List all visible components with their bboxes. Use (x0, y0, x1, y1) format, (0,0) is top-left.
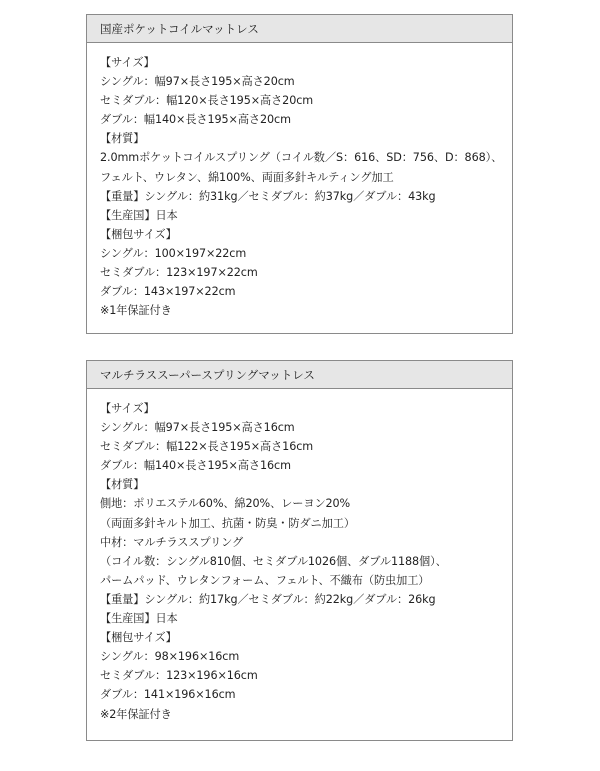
spec-line-material: 2.0mmポケットコイルスプリング（コイル数／S：616、SD：756、D：868）、 (100, 151, 503, 165)
spec-box-pocket-coil (86, 14, 513, 334)
spec-line-material: （両面多針キルト加工、抗菌・防臭・防ダニ加工） (100, 516, 355, 530)
spec-line-material: （コイル数：シングル810個、セミダブル1026個、ダブル1188個）、 (100, 554, 447, 568)
spec-line-package-double: ダブル：141×196×16cm (100, 688, 236, 702)
spec-line-weight: 【重量】シングル：約31kg／セミダブル：約37kg／ダブル：43kg (100, 189, 436, 203)
spec-line-size-single: シングル：幅97×長さ195×高さ20cm (100, 75, 295, 89)
spec-line-material: パームパッド、ウレタンフォーム、フェルト、不織布（防虫加工） (100, 573, 430, 587)
spec-line-material: フェルト、ウレタン、綿100%、両面多針キルティング加工 (100, 170, 394, 184)
spec-line-size-semi-double: セミダブル：幅122×長さ195×高さ16cm (100, 440, 314, 454)
spec-line-package-single: シングル：100×197×22cm (100, 246, 247, 260)
spec-heading-package-size: 【梱包サイズ】 (100, 227, 177, 241)
spec-box-multiras-spring (86, 360, 513, 741)
spec-line-size-single: シングル：幅97×長さ195×高さ16cm (100, 421, 295, 435)
spec-heading-material: 【材質】 (100, 132, 145, 146)
spec-line-package-semi-double: セミダブル：123×196×16cm (100, 669, 258, 683)
spec-heading-package-size: 【梱包サイズ】 (100, 631, 177, 645)
spec-heading-size: 【サイズ】 (100, 402, 155, 415)
spec-line-package-double: ダブル：143×197×22cm (100, 285, 236, 299)
spec-line-size-double: ダブル：幅140×長さ195×高さ20cm (100, 113, 291, 127)
spec-line-package-semi-double: セミダブル：123×197×22cm (100, 266, 258, 280)
spec-line-package-single: シングル：98×196×16cm (100, 650, 240, 664)
spec-heading-size: 【サイズ】 (100, 56, 155, 69)
spec-line-weight: 【重量】シングル：約17kg／セミダブル：約22kg／ダブル：26kg (100, 592, 436, 606)
spec-line-warranty: ※1年保証付き (100, 304, 172, 318)
spec-box-title: 国産ポケットコイルマットレス (87, 15, 512, 43)
spec-line-size-double: ダブル：幅140×長さ195×高さ16cm (100, 459, 291, 473)
spec-line-material: 中材：マルチラススプリング (100, 535, 244, 549)
spec-line-origin: 【生産国】日本 (100, 612, 178, 626)
spec-box-body (87, 389, 512, 724)
spec-line-size-semi-double: セミダブル：幅120×長さ195×高さ20cm (100, 94, 314, 108)
spec-box-title: マルチラススーパースプリングマットレス (87, 361, 512, 389)
spec-box-body (87, 43, 512, 320)
spec-heading-material: 【材質】 (100, 478, 145, 492)
spec-line-material: 側地：ポリエステル60%、綿20%、レーヨン20% (100, 497, 351, 511)
spec-line-origin: 【生産国】日本 (100, 208, 178, 222)
spec-line-warranty: ※2年保証付き (100, 707, 172, 721)
